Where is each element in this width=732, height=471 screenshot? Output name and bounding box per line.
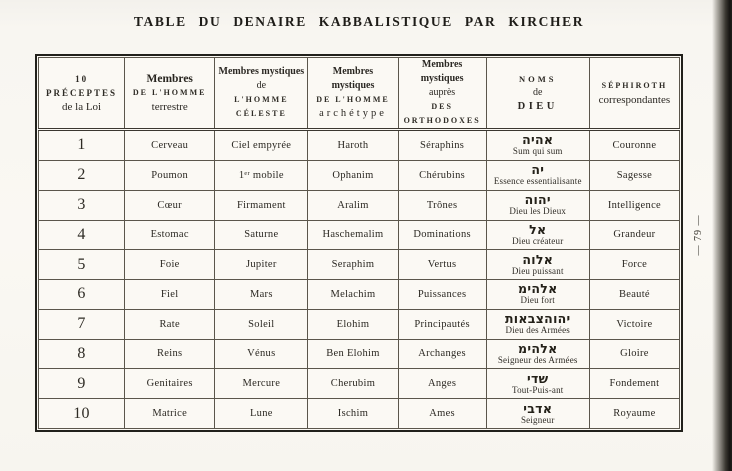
- hebrew-divine-name: יהוה: [524, 192, 551, 208]
- cell-sephira: Royaume: [589, 399, 679, 429]
- header-membres-terrestre: [125, 58, 215, 130]
- cell-sephira: Beauté: [589, 280, 679, 310]
- divine-name-translation: Dieu fort: [520, 295, 556, 306]
- cell-membre-terrestre: Matrice: [125, 399, 215, 429]
- cell-nom-de-dieu: [486, 160, 589, 190]
- cell-orthodoxes: Archanges: [398, 339, 486, 369]
- hebrew-divine-name: יה: [531, 162, 545, 178]
- cell-homme-archetype: Ischim: [308, 399, 398, 429]
- cell-membre-terrestre: Genitaires: [125, 369, 215, 399]
- cell-homme-archetype: Haschemalim: [308, 220, 398, 250]
- header-line: Membres mystiques: [331, 66, 375, 91]
- cell-orthodoxes: Ames: [398, 399, 486, 429]
- cell-sephira: Fondement: [589, 369, 679, 399]
- header-line: SÉPHIROTH: [601, 81, 668, 90]
- hebrew-divine-name: אלוה: [522, 251, 554, 267]
- header-line: DE L'HOMME: [316, 95, 390, 104]
- cell-precept-number: 2: [39, 160, 125, 190]
- cell-membre-terrestre: Reins: [125, 339, 215, 369]
- cell-homme-celeste: 1ᵉʳ mobile: [215, 160, 308, 190]
- cell-membre-terrestre: Cœur: [125, 190, 215, 220]
- cell-nom-de-dieu: [486, 220, 589, 250]
- table-row: [39, 309, 680, 339]
- table-row: [39, 369, 680, 399]
- table-row: [39, 280, 680, 310]
- hebrew-divine-name: שדי: [527, 370, 549, 386]
- book-edge-shadow: [712, 0, 732, 471]
- cell-nom-de-dieu: [486, 130, 589, 161]
- header-line: de: [256, 80, 267, 91]
- cell-precept-number: 10: [39, 399, 125, 429]
- cell-nom-de-dieu: [486, 369, 589, 399]
- cell-membre-terrestre: Estomac: [125, 220, 215, 250]
- header-line: DE L'HOMME: [132, 88, 207, 97]
- divine-name-translation: Dieu puissant: [511, 265, 564, 276]
- header-line: archétype: [319, 108, 387, 119]
- table-row: [39, 250, 680, 280]
- cell-orthodoxes: Puissances: [398, 280, 486, 310]
- cell-orthodoxes: Dominations: [398, 220, 486, 250]
- header-line: 10 PRÉCEPTES: [46, 74, 118, 98]
- cell-homme-archetype: Ophanim: [308, 160, 398, 190]
- header-line: Membres: [146, 73, 193, 85]
- divine-name-translation: Dieu des Armées: [505, 325, 570, 336]
- cell-sephira: Force: [589, 250, 679, 280]
- cell-precept-number: 4: [39, 220, 125, 250]
- cell-homme-celeste: Mercure: [215, 369, 308, 399]
- divine-name-translation: Seigneur des Armées: [497, 354, 578, 365]
- cell-sephira: Gloire: [589, 339, 679, 369]
- header-line: terrestre: [151, 101, 188, 113]
- cell-nom-de-dieu: [486, 339, 589, 369]
- cell-homme-archetype: Haroth: [308, 130, 398, 161]
- cell-homme-archetype: Seraphim: [308, 250, 398, 280]
- table-row: [39, 130, 680, 161]
- cell-membre-terrestre: Poumon: [125, 160, 215, 190]
- cell-homme-archetype: Cherubim: [308, 369, 398, 399]
- cell-homme-celeste: Firmament: [215, 190, 308, 220]
- hebrew-divine-name: אלהימ: [518, 281, 558, 297]
- header-preceptes: [39, 58, 125, 130]
- header-homme-archetype: [308, 58, 398, 130]
- divine-name-translation: Seigneur: [520, 414, 555, 425]
- cell-orthodoxes: Anges: [398, 369, 486, 399]
- cell-homme-celeste: Ciel empyrée: [215, 130, 308, 161]
- divine-name-translation: Dieu créateur: [512, 235, 564, 246]
- cell-orthodoxes: Chérubins: [398, 160, 486, 190]
- hebrew-divine-name: אהיה: [522, 132, 554, 148]
- header-line: L'HOMME CÉLESTE: [234, 95, 289, 118]
- cell-homme-celeste: Lune: [215, 399, 308, 429]
- cell-orthodoxes: Principautés: [398, 309, 486, 339]
- divine-name-translation: Essence essentialisante: [493, 176, 582, 187]
- cell-membre-terrestre: Cerveau: [125, 130, 215, 161]
- kabbalistic-table: [35, 54, 683, 432]
- header-line: DIEU: [517, 101, 558, 112]
- divine-name-translation: Sum qui sum: [512, 146, 563, 157]
- cell-precept-number: 5: [39, 250, 125, 280]
- cell-nom-de-dieu: [486, 399, 589, 429]
- cell-sephira: Sagesse: [589, 160, 679, 190]
- cell-sephira: Grandeur: [589, 220, 679, 250]
- divine-name-translation: Dieu les Dieux: [509, 206, 567, 217]
- cell-membre-terrestre: Foie: [125, 250, 215, 280]
- cell-precept-number: 6: [39, 280, 125, 310]
- cell-membre-terrestre: Rate: [125, 309, 215, 339]
- cell-orthodoxes: Séraphins: [398, 130, 486, 161]
- header-line: NOMS: [519, 74, 557, 84]
- cell-nom-de-dieu: [486, 280, 589, 310]
- cell-sephira: Intelligence: [589, 190, 679, 220]
- table-row: [39, 220, 680, 250]
- cell-membre-terrestre: Fiel: [125, 280, 215, 310]
- table-row: [39, 339, 680, 369]
- page-title: TABLE DU DENAIRE KABBALISTIQUE PAR KIRCHER: [133, 14, 585, 29]
- table-row: [39, 190, 680, 220]
- cell-homme-celeste: Vénus: [215, 339, 308, 369]
- cell-sephira: Victoire: [589, 309, 679, 339]
- cell-homme-archetype: Ben Elohim: [308, 339, 398, 369]
- cell-homme-celeste: Mars: [215, 280, 308, 310]
- cell-homme-celeste: Soleil: [215, 309, 308, 339]
- header-line: Membres mystiques: [218, 66, 305, 77]
- cell-precept-number: 3: [39, 190, 125, 220]
- cell-orthodoxes: Vertus: [398, 250, 486, 280]
- header-line: Membres mystiques: [420, 59, 464, 84]
- header-row: [39, 58, 680, 130]
- cell-nom-de-dieu: [486, 250, 589, 280]
- hebrew-divine-name: אל: [529, 221, 547, 237]
- hebrew-divine-name: אדבי: [523, 400, 553, 416]
- header-line: de: [533, 87, 543, 98]
- header-noms-de-dieu: [486, 58, 589, 130]
- header-sephiroth: [589, 58, 679, 130]
- cell-homme-archetype: Aralim: [308, 190, 398, 220]
- cell-nom-de-dieu: [486, 309, 589, 339]
- table-row: [39, 399, 680, 429]
- hebrew-divine-name: יהוהצבאות: [504, 311, 571, 327]
- header-line: de la Loi: [62, 101, 102, 113]
- header-line: auprès: [429, 87, 456, 98]
- header-line: correspondantes: [598, 94, 671, 106]
- cell-homme-celeste: Saturne: [215, 220, 308, 250]
- cell-precept-number: 8: [39, 339, 125, 369]
- cell-sephira: Couronne: [589, 130, 679, 161]
- header-line: DES ORTHODOXES: [403, 102, 481, 125]
- side-page-number: — 79 —: [693, 214, 704, 256]
- cell-precept-number: 9: [39, 369, 125, 399]
- table-row: [39, 160, 680, 190]
- cell-homme-archetype: Elohim: [308, 309, 398, 339]
- cell-orthodoxes: Trônes: [398, 190, 486, 220]
- cell-precept-number: 7: [39, 309, 125, 339]
- divine-name-translation: Tout-Puis-ant: [512, 384, 564, 395]
- header-orthodoxes: [398, 58, 486, 130]
- cell-homme-archetype: Melachim: [308, 280, 398, 310]
- cell-precept-number: 1: [39, 130, 125, 161]
- cell-homme-celeste: Jupiter: [215, 250, 308, 280]
- cell-nom-de-dieu: [486, 190, 589, 220]
- header-homme-celeste: [215, 58, 308, 130]
- hebrew-divine-name: אלהימ: [518, 340, 558, 356]
